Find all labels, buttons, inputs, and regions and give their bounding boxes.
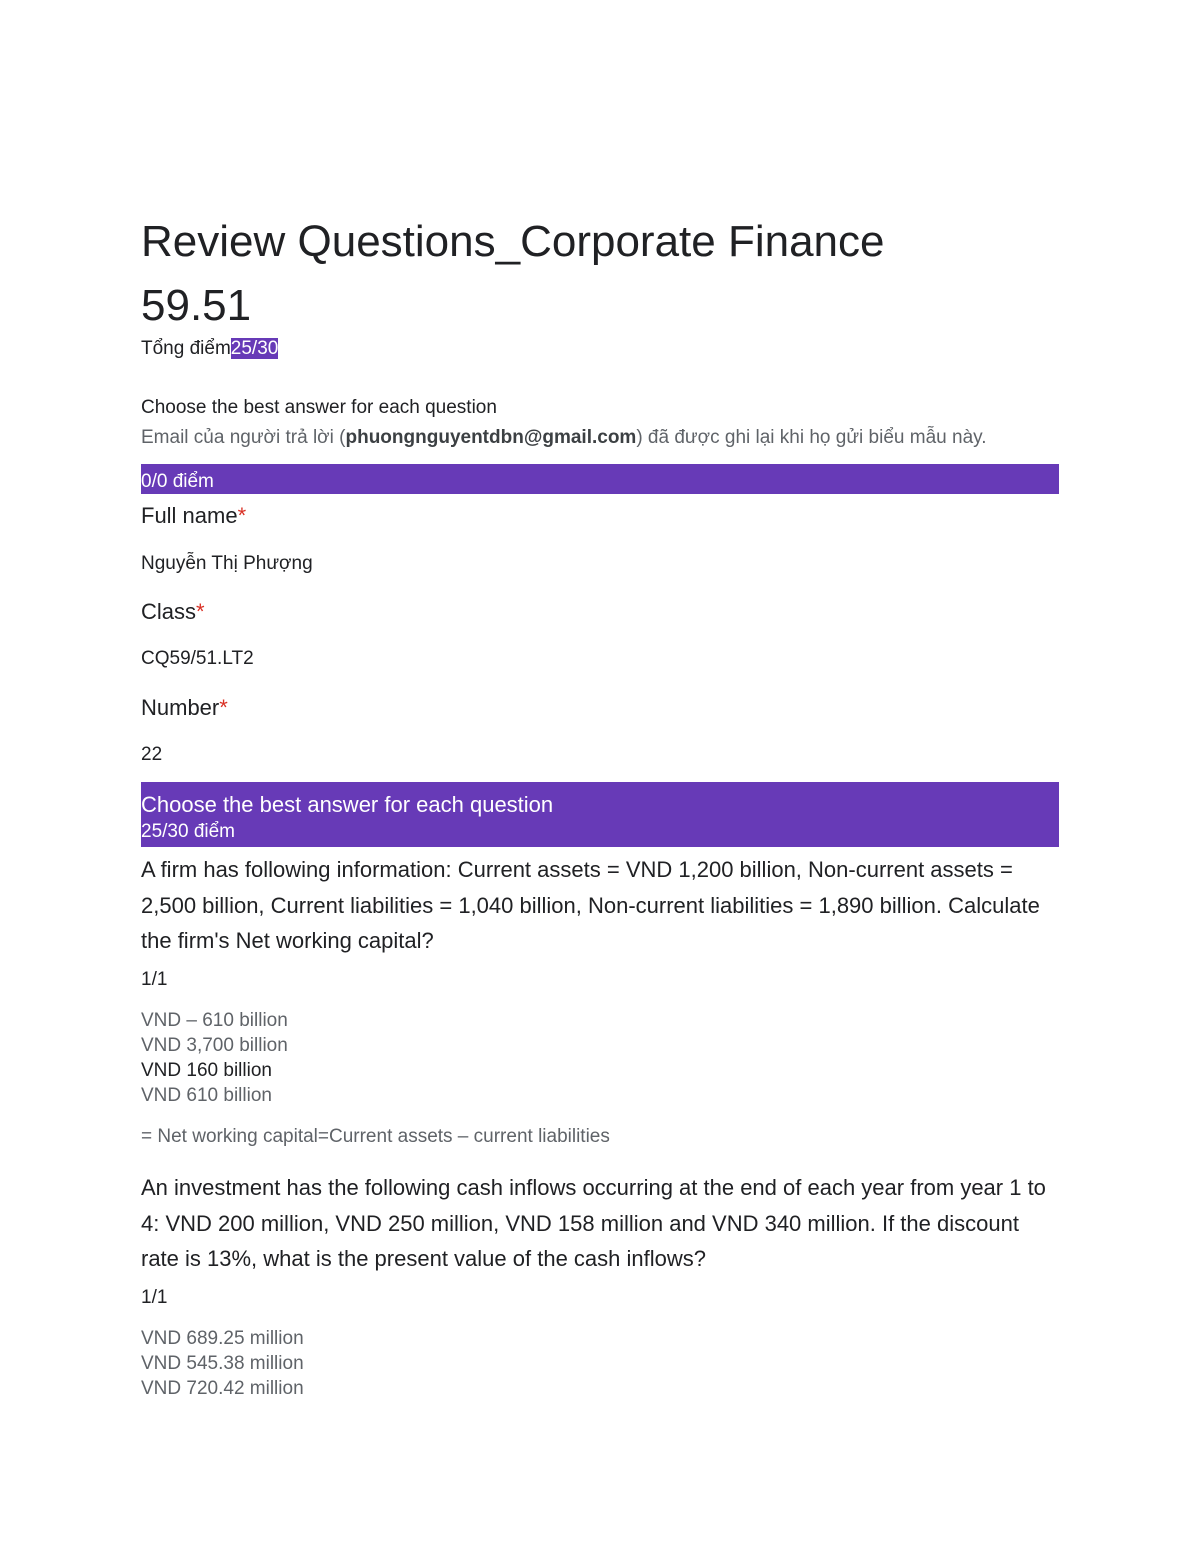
email-notice-suffix: ) đã được ghi lại khi họ gửi biểu mẫu này. <box>636 427 987 448</box>
answer-number: 22 <box>141 744 163 765</box>
answer-option: VND 545.38 million <box>141 1353 304 1374</box>
required-asterisk: * <box>219 695 228 720</box>
answer-option: VND 689.25 million <box>141 1328 304 1349</box>
required-asterisk: * <box>196 599 205 624</box>
field-label: Number <box>141 695 220 720</box>
total-score-value: 25/30 <box>230 338 279 359</box>
question-label-full-name <box>141 501 246 531</box>
email-notice-prefix: Email của người trả lời ( <box>141 427 346 448</box>
question-text: An investment has the following cash inflows occurring at the end of each year from year 1 to 4: VND 200 million, VND 250 million, VND 158 million and VND 340 million. If the discount rate is 13%, what is the present value of the cash inflows? <box>141 1175 1046 1271</box>
form-title: Review Questions_Corporate Finance <box>141 217 885 266</box>
email-notice <box>141 425 987 451</box>
answer-option: VND 720.42 million <box>141 1378 304 1399</box>
answer-options <box>141 1008 288 1108</box>
section-header-questions <box>141 782 1059 847</box>
required-asterisk: * <box>237 503 247 528</box>
field-label: Class <box>141 599 197 624</box>
respondent-email: phuongnguyentdbn@gmail.com <box>345 427 637 448</box>
section-points: 0/0 điểm <box>141 471 214 492</box>
answer-option: VND 610 billion <box>141 1085 272 1106</box>
form-description: Choose the best answer for each question <box>141 397 497 418</box>
answer-options <box>141 1326 304 1401</box>
answer-full-name: Nguyễn Thị Phượng <box>141 553 313 574</box>
section-points: 25/30 điểm <box>141 821 236 842</box>
answer-class: CQ59/51.LT2 <box>141 648 254 669</box>
section-title: Choose the best answer for each question <box>141 792 554 817</box>
question-label-number <box>141 693 228 723</box>
total-score <box>141 336 278 362</box>
question-text: A firm has following information: Current assets = VND 1,200 billion, Non-current assets = 2,500 billion, Current liabilities = 1,040 billion, Non-current liabilities = 1,890 billion. Calculate the firm's Net working capital? <box>141 857 1040 953</box>
field-label: Full name <box>141 503 238 528</box>
question-score: 1/1 <box>141 969 168 990</box>
question-score: 1/1 <box>141 1287 168 1308</box>
answer-feedback: = Net working capital=Current assets – current liabilities <box>141 1126 610 1147</box>
answer-option: VND 3,700 billion <box>141 1035 288 1056</box>
form-title-code: 59.51 <box>141 281 252 330</box>
answer-option-selected: VND 160 billion <box>141 1060 272 1081</box>
answer-option: VND – 610 billion <box>141 1010 288 1031</box>
section-header-info <box>141 464 1059 494</box>
total-score-label: Tổng điểm <box>141 338 231 359</box>
question-label-class <box>141 597 205 627</box>
